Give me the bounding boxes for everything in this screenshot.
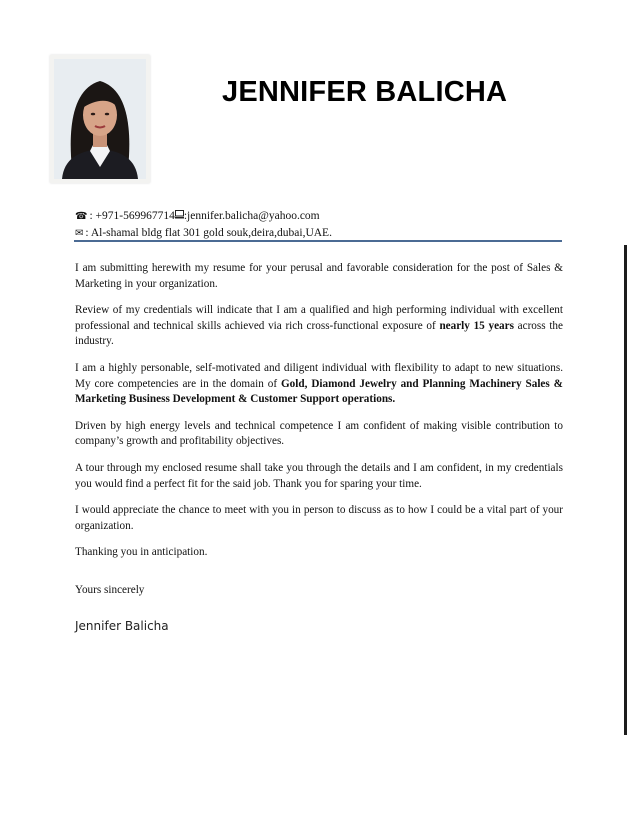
contact-block	[75, 208, 332, 242]
email-address: :jennifer.balicha@yahoo.com	[183, 210, 320, 222]
portrait-illustration	[54, 59, 146, 179]
scan-edge-line	[624, 245, 627, 735]
paragraph-credentials: Review of my credentials will indicate that I am a qualified and high performing individual with excellent professional and technical skills achieved via rich cross-functional exposure of nearly 15 years across the industry.	[75, 304, 563, 348]
competencies-highlight: Gold, Diamond Jewelry and Planning Machinery Sales & Marketing Business Development & Customer Support operations.	[75, 377, 563, 406]
paragraph-intro: I am submitting herewith my resume for your perusal and favorable consideration for the post of Sales & Marketing in your organization.	[75, 262, 563, 290]
phone-line	[75, 208, 332, 225]
experience-highlight: nearly 15 years	[439, 319, 514, 332]
applicant-name: JENNIFER BALICHA	[222, 76, 508, 108]
signature-name: Jennifer Balicha	[75, 618, 169, 633]
header-divider	[74, 240, 562, 242]
computer-icon	[175, 210, 184, 219]
closing-line: Yours sincerely	[75, 583, 145, 596]
paragraph-drive: Driven by high energy levels and technical competence I am confident of making visible contribution to company’s growth and profitability objectives.	[75, 419, 563, 448]
paragraph-competencies: I am a highly personable, self-motivated and diligent individual with flexibility to adapt to new situations. My core competencies are in the domain of Gold, Diamond Jewelry and Planning Machinery Sales & Marketing Business Development & Customer Support operations.	[75, 361, 563, 406]
paragraph-thanks: Thanking you in anticipation.	[75, 546, 208, 559]
phone-icon: ☎	[75, 211, 88, 222]
profile-photo	[54, 59, 146, 179]
cover-letter-body	[75, 261, 563, 634]
paragraph-meeting: I would appreciate the chance to meet with you in person to discuss as to how I could be a vital part of your organization.	[75, 504, 563, 532]
postal-address: : Al-shamal bldg flat 301 gold souk,deira,dubai,UAE.	[85, 227, 332, 239]
profile-photo-frame	[50, 55, 150, 183]
envelope-icon: ✉	[75, 228, 84, 239]
paragraph-resume-tour: A tour through my enclosed resume shall take you through the details and I am confident, in my credentials you would find a perfect fit for the said job. Thank you for sparing your time.	[75, 461, 563, 490]
phone-number: : +971-569967714	[89, 210, 175, 222]
